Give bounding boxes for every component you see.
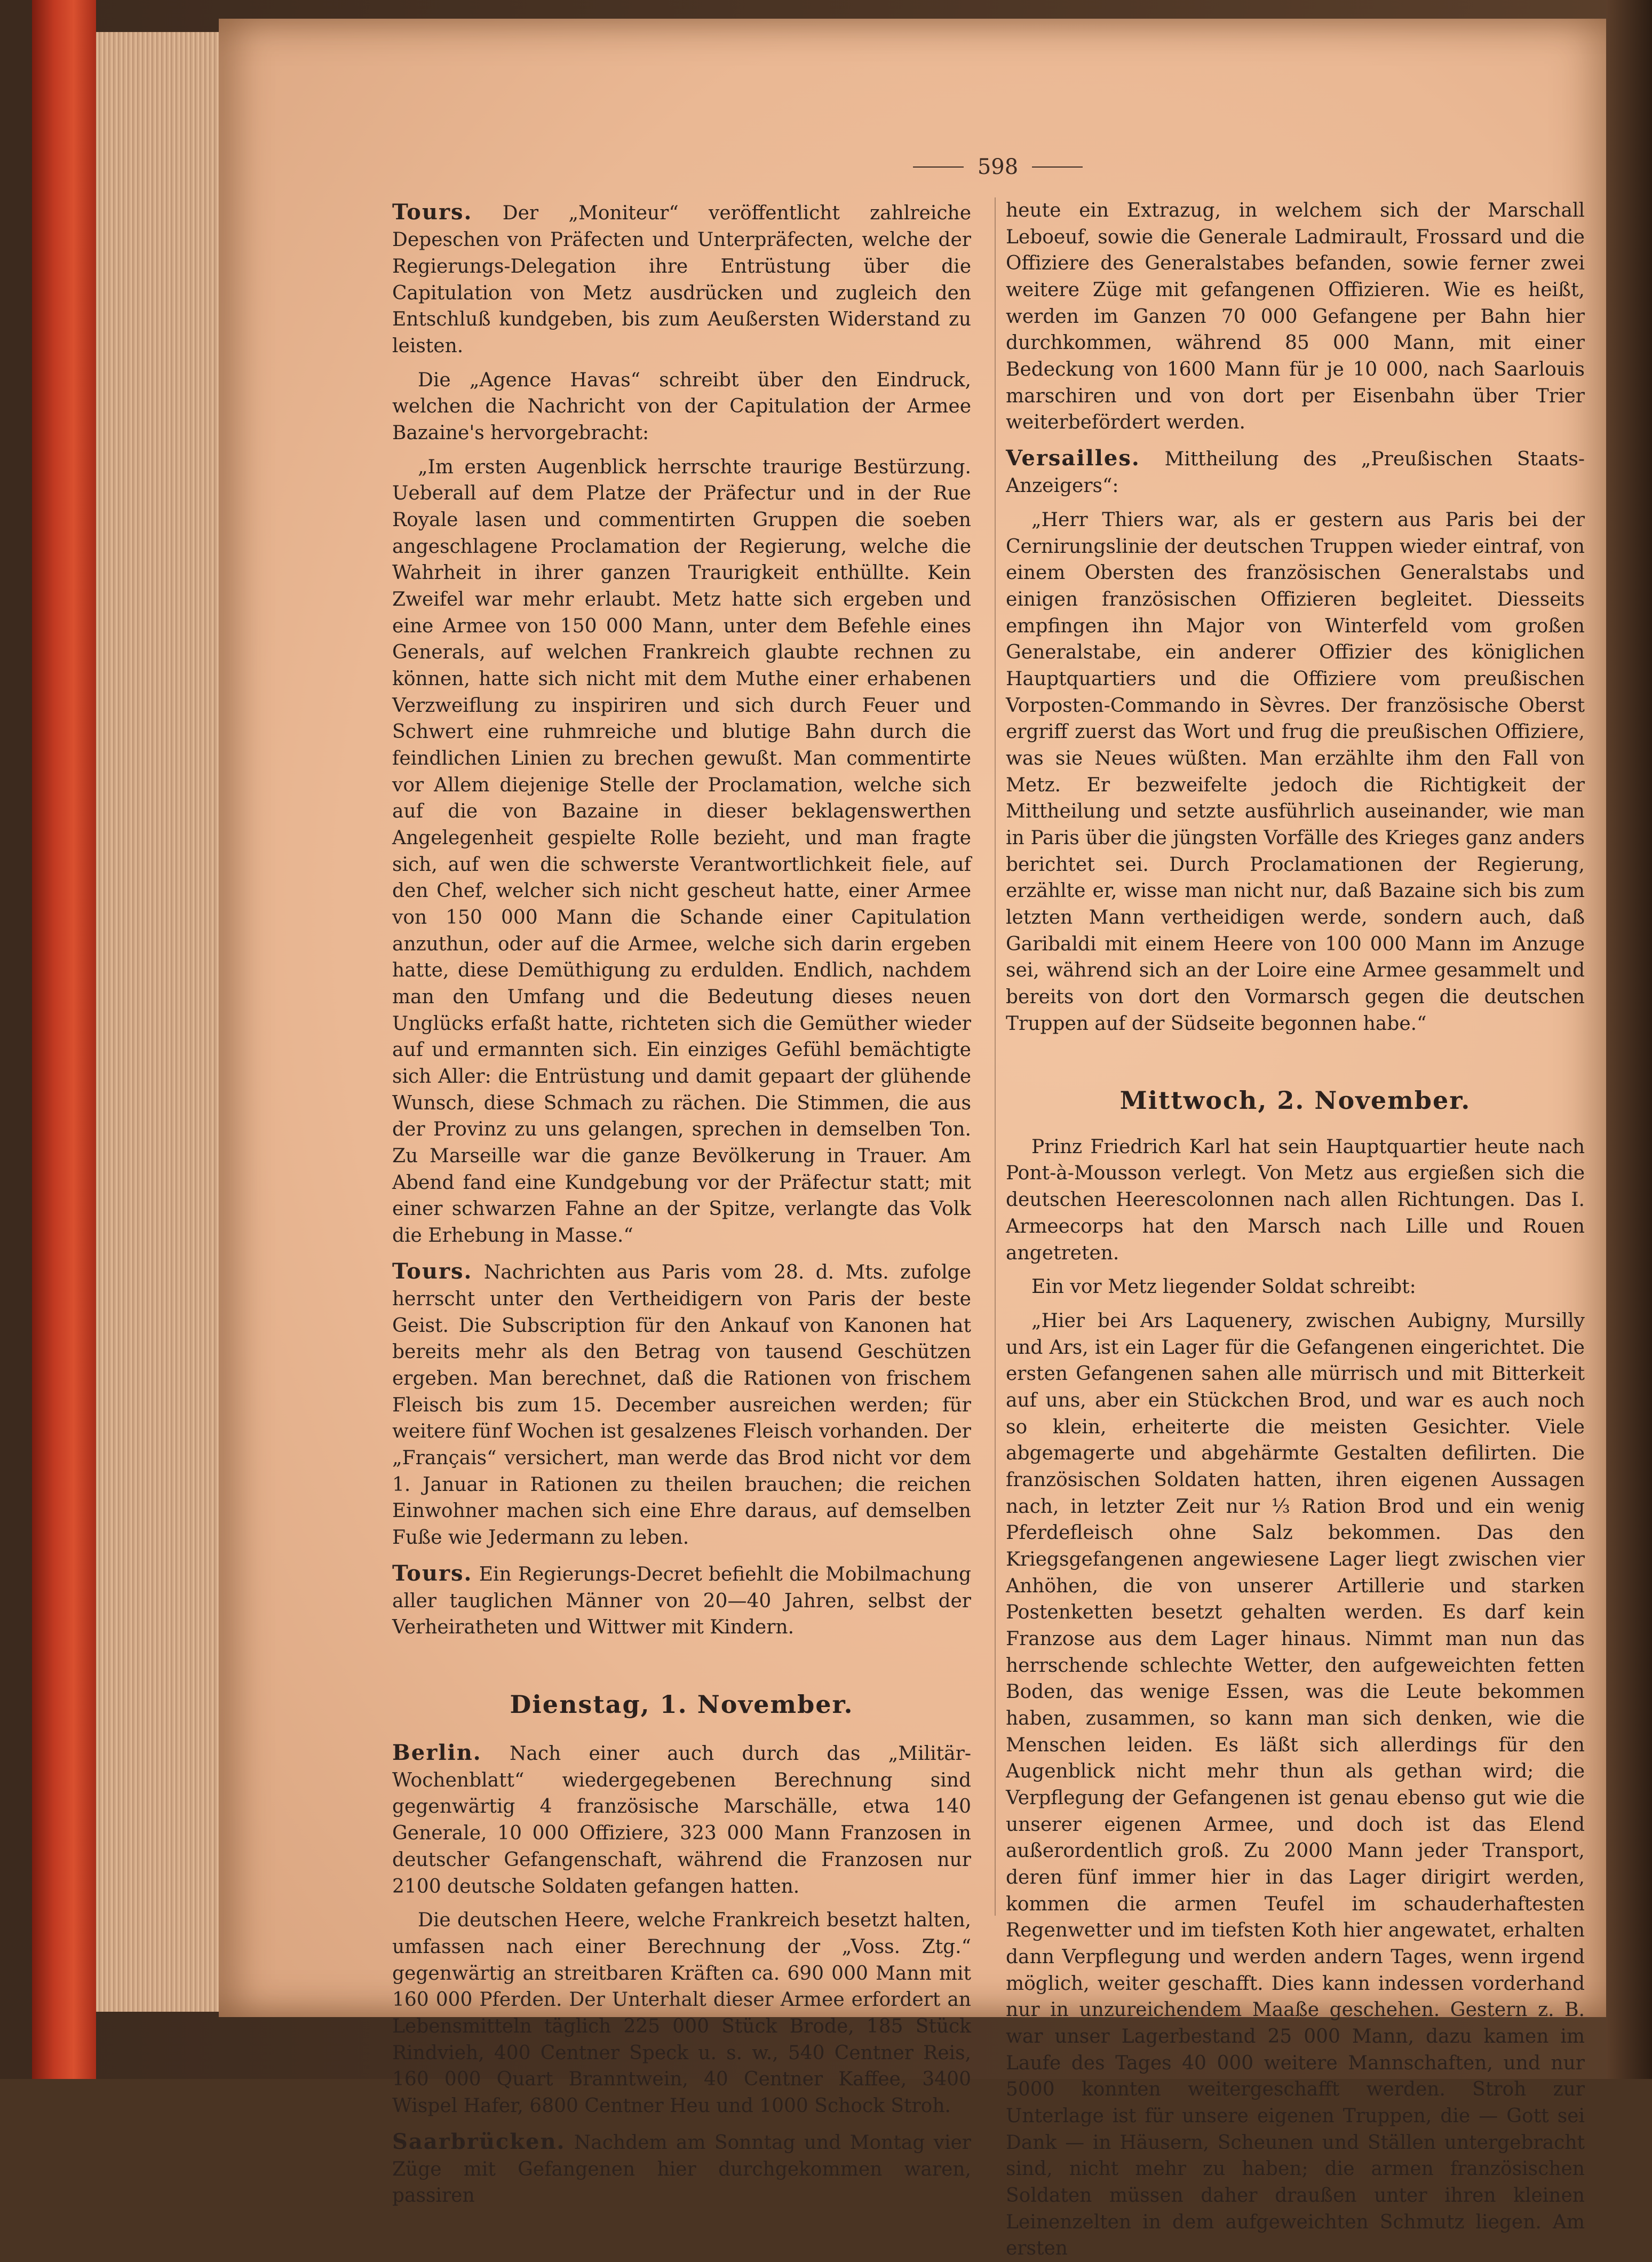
header-rule-right	[1032, 166, 1083, 168]
entry-paragraph: Tours. Der „Moniteur“ veröffentlicht zahlreiche Depeschen von Präfecten und Unterpräfecten, welche der Regierungs-Delegation ihre Entrüstung über die Capitulation von Metz ausdrücken und zugleich den Entschluß kundgeben, bis zum Aeußersten Widerstand zu leisten.	[392, 200, 971, 357]
paragraph: „Im ersten Augenblick herrschte traurige Bestürzung. Ueberall auf dem Platze der Präfectur und in der Rue Royale lasen und commentirten Gruppen die soeben angeschlagene Proclamation der Regierung, welche die Wahrheit in ihrer ganzen Traurigkeit enthüllte. Kein Zweifel war mehr erlaubt. Metz hatte sich ergeben und eine Armee von 150 000 Mann, unter dem Befehle eines Generals, auf welchen Frankreich glaubte rechnen zu können, hatte sich nicht mit dem Muthe einer erhabenen Verzweiflung zu inspiriren und sich durch Feuer und Schwert eine ruhmreiche und blutige Bahn durch die feindlichen Linien zu brechen gewußt. Man commentirte vor Allem diejenige Stelle der Proclamation, welche sich auf die von Bazaine in dieser beklagenswerthen Angelegenheit gespielte Rolle bezieht, und man fragte sich, auf wen die schwerste Verantwortlichkeit fiele, auf den Chef, welcher sich nicht gescheut hatte, einer Armee von 150 000 Mann die Schande einer Capitulation anzuthun, oder auf die Armee, welche sich darin ergeben hatte, diese Demüthigung zu erdulden. Endlich, nachdem man den Umfang und die Bedeutung dieses neuen Unglücks erfaßt hatte, richteten sich die Gemüther wieder auf und ermannten sich. Ein einziges Gefühl bemächtigte sich Aller: die Entrüstung und damit gepaart der glühende Wunsch, diese Schmach zu rächen. Die Stimmen, die aus der Provinz zu uns gelangen, sprechen in demselben Ton. Zu Marseille war die ganze Bevölkerung in Trauer. Am Abend fand eine Kundgebung vor der Präfectur statt; mit einer schwarzen Fahne an der Spitze, verlangte das Volk die Erhebung in Masse.“	[392, 456, 971, 1247]
entry-paragraph: Versailles. Mittheilung des „Preußischen Staats-Anzeigers“:	[1006, 446, 1585, 497]
entry-paragraph: Saarbrücken. Nachdem am Sonntag und Montag vier Züge mit Gefangenen hier durchgekommen waren, passiren	[392, 2129, 971, 2207]
paragraph: Prinz Friedrich Karl hat sein Hauptquartier heute nach Pont-à-Mousson verlegt. Von Metz aus ergießen sich die deutschen Heerescolonnen nach allen Richtungen. Das I. Armeecorps hat den Marsch nach Lille und Rouen angetreten.	[1006, 1136, 1585, 1264]
entry-keyword: Versailles.	[1006, 446, 1140, 471]
entry-keyword: Tours.	[392, 1258, 473, 1284]
paragraph: heute ein Extrazug, in welchem sich der Marschall Leboeuf, sowie die Generale Ladmirault, Frossard und die Offiziere des Generalstabes befanden, sowie ferner zwei weitere Züge mit gefangenen Offizieren. Wie es heißt, werden im Ganzen 70 000 Gefangene per Bahn hier durchkommen, während 85 000 Mann, mit einer Bedeckung von 1600 Mann für je 10 000, nach Saarlouis marschiren und von dort per Eisenbahn über Trier weiterbefördert werden.	[1006, 200, 1585, 434]
entry-keyword: Tours.	[392, 1560, 473, 1586]
entry-paragraph: Tours. Ein Regierungs-Decret befiehlt die Mobilmachung aller tauglichen Männer von 20—40 Jahren, selbst der Verheiratheten und Wittwer mit Kindern.	[392, 1560, 972, 1639]
paragraph: Die deutschen Heere, welche Frankreich besetzt halten, umfassen nach einer Berechnung der „Voss. Ztg.“ gegenwärtig an streitbaren Kräften ca. 690 000 Mann mit 160 000 Pferden. Der Unterhalt dieser Armee erfordert an Lebensmitteln täglich 225 000 Stück Brode, 185 Stück Rindvieh, 400 Centner Speck u. s. w., 540 Centner Reis, 160 000 Quart Branntwein, 40 Centner Kaffee, 3400 Wispel Hafer, 6800 Centner Heu und 1000 Schock Stroh.	[392, 1909, 971, 2117]
entry-keyword: Berlin.	[392, 1740, 482, 1765]
entry-paragraph: Tours. Nachrichten aus Paris vom 28. d. Mts. zufolge herrscht unter den Vertheidigern von Paris der beste Geist. Die Subscription für den Ankauf von Kanonen hat bereits mehr als den Betrag von tausend Geschützen ergeben. Man berechnet, daß die Rationen von frischem Fleisch bis zum 15. December ausreichen werden; für weitere fünf Wochen ist gesalzenes Fleisch vorhanden. Der „Français“ versichert, man werde das Brod nicht vor dem 1. Januar in Rationen zu theilen brauchen; die reichen Einwohner machen sich eine Ehre daraus, auf demselben Fuße wie Jedermann zu leben.	[392, 1258, 971, 1549]
entry-paragraph: Berlin. Nach einer auch durch das „Militär-Wochenblatt“ wiedergegebenen Berechnung sind gegenwärtig 4 französische Marschälle, etwa 140 Generale, 10 000 Offiziere, 323 000 Mann Franzosen in deutscher Gefangenschaft, während die Franzosen nur 2100 deutsche Soldaten gefangen hatten.	[392, 1740, 971, 1898]
entry-keyword: Saarbrücken.	[392, 2129, 566, 2154]
book-cover-red-edge	[32, 0, 96, 2079]
paragraph: Die „Agence Havas“ schreibt über den Eindruck, welchen die Nachricht von der Capitulation der Armee Bazaine's hervorgebracht:	[392, 369, 971, 444]
header-rule-left	[913, 166, 964, 168]
page-header	[896, 154, 1099, 180]
right-column	[1006, 197, 1585, 2260]
entry-keyword: Tours.	[392, 200, 473, 225]
date-heading: Mittwoch, 2. November.	[1119, 1086, 1471, 1115]
paragraph: „Hier bei Ars Laquenery, zwischen Aubigny, Mursilly und Ars, ist ein Lager für die Gefangenen eingerichtet. Die ersten Gefangenen sahen alle mürrisch und mit Bitterkeit auf uns, aber ein Stückchen Brod, und war es auch noch so klein, erheiterte die meisten Gesichter. Viele abgemagerte und abgehärmte Gestalten defilirten. Die französischen Soldaten hatten, ihren eigenen Aussagen nach, in letzter Zeit nur ⅓ Ration Brod und ein wenig Pferdefleisch ohne Salz bekommen. Das den Kriegsgefangenen angewiesene Lager liegt zwischen vier Anhöhen, die von unserer Artillerie und starken Postenketten besetzt gehalten werden. Es darf kein Franzose aus dem Lager hinaus. Nimmt man nun das herrschende schlechte Wetter, den aufgeweichten fetten Boden, das wenige Essen, was die Leute bekommen haben, zusammen, so kann man sich denken, wie die Menschen leiden. Es läßt sich allerdings für den Augenblick nicht mehr thun als gethan wird; die Verpflegung der Gefangenen ist genau ebenso gut wie die unserer eigenen Armee, und doch ist das Elend außerordentlich groß. Zu 2000 Mann jeder Transport, deren fünf immer hier in das Lager dirigirt werden, kommen die armen Teufel im schauderhaftesten Regenwetter und im tiefsten Koth hier angewatet, erhalten dann Verpflegung und werden andern Tages, wenn irgend möglich, weiter geschafft. Dies kann indessen vorderhand nur in unzureichendem Maaße geschehen. Gestern z. B. war unser Lagerbestand 25 000 Mann, dazu kamen im Laufe des Tages 40 000 weitere Mannschaften, und nur 5000 konnten weitergeschafft werden. Stroh zur Unterlage ist für unsere eigenen Truppen, die — Gott sei Dank — in Häusern, Scheunen und Ställen untergebracht sind, nicht mehr zu haben; die armen französischen Soldaten müssen daher draußen unter ihren kleinen Leinenzelten in dem aufgeweichten Schmutz liegen. Am ersten	[1006, 1309, 1585, 2260]
page-stack-edge	[96, 32, 219, 2012]
page-number: 598	[977, 155, 1019, 179]
column-divider	[995, 197, 996, 1916]
right-gutter	[1606, 0, 1652, 2079]
paragraph: Ein vor Metz liegender Soldat schreibt:	[1031, 1276, 1416, 1298]
left-column	[392, 197, 972, 2207]
date-heading: Dienstag, 1. November.	[510, 1690, 854, 1719]
paragraph: „Herr Thiers war, als er gestern aus Paris bei der Cernirungslinie der deutschen Truppen wieder eintraf, von einem Obersten des französischen Generalstabs und einigen französischen Offizieren begleitet. Diesseits empfingen ihn Major von Winterfeld vom großen Generalstabe, ein anderer Offizier des königlichen Hauptquartiers und die Offiziere vom preußischen Vorposten-Commando in Sèvres. Der französische Oberst ergriff zuerst das Wort und frug die preußischen Offiziere, was sie Neues wüßten. Man erzählte ihm den Fall von Metz. Er bezweifelte jedoch die Richtigkeit der Mittheilung und setzte ausführlich auseinander, wie man in Paris über die jüngsten Vorfälle des Krieges ganz anders berichtet sei. Durch Proclamationen der Regierung, erzählte er, wisse man nicht nur, daß Bazaine sich bis zum letzten Mann vertheidigen werde, sondern auch, daß Garibaldi mit einem Heere von 100 000 Mann im Anzuge sei, während sich an der Loire eine Armee gesammelt und bereits von dort den Vormarsch gegen die deutschen Truppen auf der Südseite begonnen habe.“	[1006, 509, 1585, 1035]
